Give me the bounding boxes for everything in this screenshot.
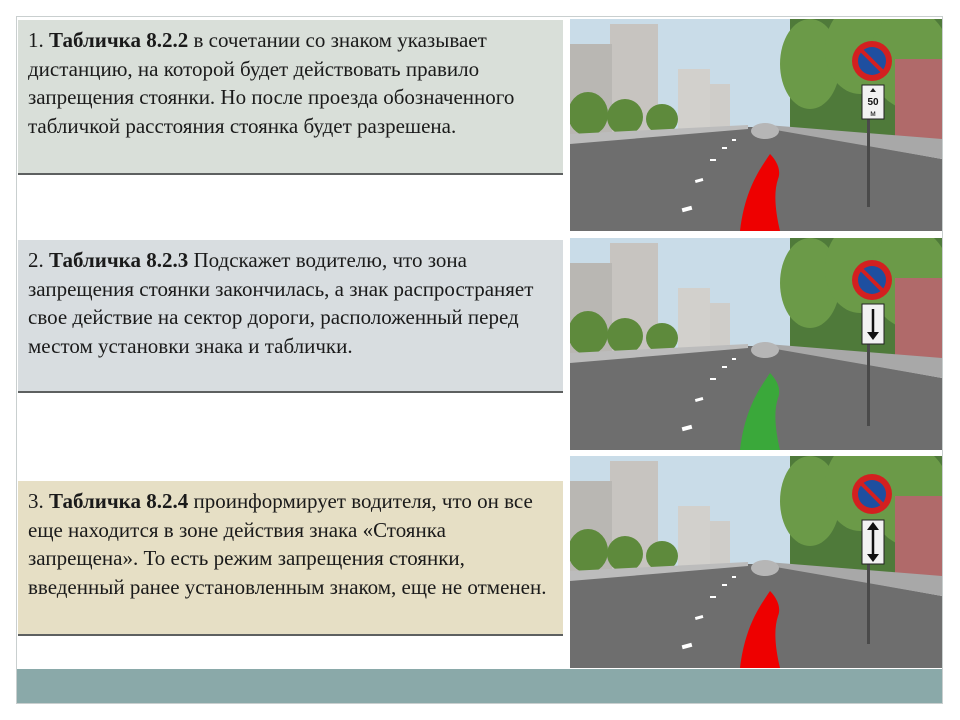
description-box-2 [18,240,563,393]
plate-name: Табличка 8.2.2 [49,28,189,52]
item-number: 2. [28,248,44,272]
street-illustration-3 [570,456,942,668]
description-box-1 [18,20,563,175]
street-illustration-2 [570,238,942,450]
street-illustration-1 [570,19,942,231]
plate-distance-text: 50 [867,97,879,108]
item-number: 1. [28,28,44,52]
plate-name: Табличка 8.2.3 [49,248,189,272]
item-number: 3. [28,489,44,513]
description-box-3 [18,481,563,636]
footer-bar [17,669,942,703]
description-text: проинформирует водителя, что он все еще находится в зоне действия знака «Стоянка запрещена». То есть режим запрещения стоянки, введенный ранее установленным знаком, еще не отменен. [28,489,547,599]
description-text: в сочетании со знаком указывает дистанцию, на которой будет действовать правило запрещения стоянки. Но после проезда обозначенного табличкой расстояния стоянка будет разрешена. [28,28,515,138]
plate-unit-text: м [870,109,876,118]
plate-name: Табличка 8.2.4 [49,489,189,513]
description-text: Подскажет водителю, что зона запрещения стоянки закончилась, а знак распространяет свое действие на сектор дороги, расположенный перед местом установки знака и таблички. [28,248,534,358]
